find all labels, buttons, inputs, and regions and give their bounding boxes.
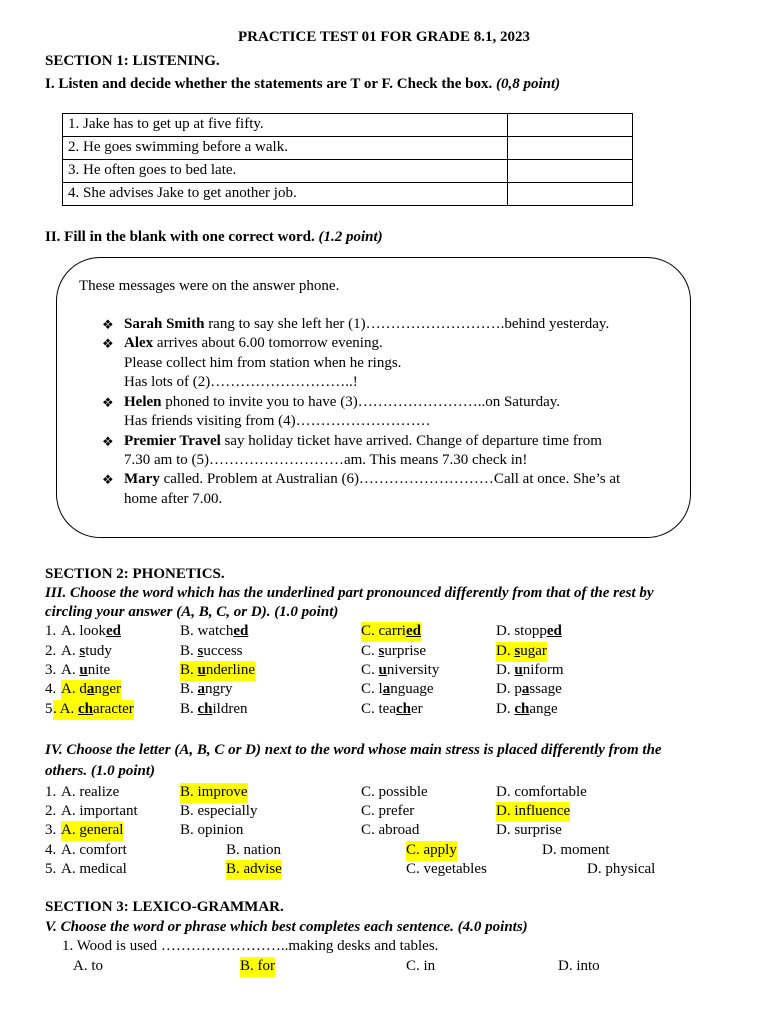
diamond-bullet-icon: ❖ (102, 317, 114, 332)
option-c[interactable] (361, 700, 423, 720)
option-text: nderline (205, 662, 256, 678)
option-d[interactable] (496, 680, 562, 700)
option-text: ildren (212, 701, 248, 717)
underlined-part: s (514, 643, 521, 659)
underlined-part: ed (233, 623, 249, 639)
option-b[interactable]: B. especially (180, 803, 258, 819)
option-d[interactable]: D. moment (542, 842, 610, 858)
option-d[interactable] (496, 642, 547, 662)
message-name: Premier Travel (124, 433, 221, 449)
option-text: tudy (85, 643, 112, 659)
message-text: rang to say she left her (1)……………………….behind yesterday. (204, 316, 610, 332)
option-text: B. (180, 681, 198, 697)
option-b[interactable]: B. advise (226, 860, 282, 880)
option-c[interactable]: C. prefer (361, 803, 415, 819)
option-a[interactable] (61, 661, 110, 681)
option-d[interactable]: D. surprise (496, 822, 562, 838)
table-row (63, 160, 633, 183)
option-d[interactable]: D. comfortable (496, 784, 587, 800)
option-d[interactable]: D. into (558, 958, 600, 974)
underlined-part: a (382, 681, 391, 697)
part4-instruction: IV. Choose the letter (A, B, C or D) next to the word whose main stress is placed differently from the (45, 742, 662, 758)
underlined-part: s (197, 643, 204, 659)
option-a[interactable] (61, 642, 112, 662)
message-line (124, 315, 609, 335)
underlined-part: u (197, 662, 206, 678)
option-text: ugar (520, 643, 547, 659)
option-d[interactable]: D. influence (496, 802, 570, 822)
message-line: Has lots of (2)………………………..! (124, 374, 358, 390)
option-d[interactable] (496, 661, 564, 681)
section2-heading: SECTION 2: PHONETICS. (45, 566, 225, 582)
message-name: Alex (124, 335, 154, 351)
option-a[interactable] (61, 680, 121, 700)
option-text: B. (180, 643, 198, 659)
option-text: D. (496, 662, 515, 678)
option-text: uccess (203, 643, 243, 659)
option-text: . A. (53, 701, 79, 717)
option-text: nite (87, 662, 111, 678)
part4-instruction: others. (1.0 point) (45, 763, 156, 779)
table-row (63, 137, 633, 160)
question-number: 2. (45, 643, 57, 659)
option-c[interactable] (361, 642, 426, 662)
question-number: 5. (45, 861, 57, 877)
option-text: nger (94, 681, 121, 697)
option-text: C. l (361, 681, 383, 697)
option-a[interactable]: A. to (73, 958, 103, 974)
message-line (124, 393, 560, 413)
option-b[interactable] (180, 622, 248, 642)
option-text: urprise (384, 643, 427, 659)
option-text: D. stopp (496, 623, 547, 639)
option-a[interactable]: A. medical (61, 861, 127, 877)
part2-instruction-text: II. Fill in the blank with one correct word. (45, 229, 315, 245)
question-number: 2. (45, 803, 57, 819)
option-text: niform (522, 662, 564, 678)
question-number: 3. (45, 822, 57, 838)
true-false-table (62, 113, 633, 206)
question-number: 4. (45, 842, 57, 858)
answer-checkbox-cell[interactable] (508, 160, 633, 183)
option-b[interactable]: B. improve (180, 783, 248, 803)
option-text: er (411, 701, 423, 717)
option-text: C. (361, 643, 379, 659)
message-line (124, 470, 620, 490)
message-name: Helen (124, 394, 162, 410)
underlined-part: ed (546, 623, 562, 639)
underlined-part: ed (405, 623, 421, 639)
diamond-bullet-icon: ❖ (102, 434, 114, 449)
underlined-part: a (521, 681, 530, 697)
option-text: ssage (529, 681, 562, 697)
diamond-bullet-icon: ❖ (102, 472, 114, 487)
option-text: B. watch (180, 623, 234, 639)
answer-checkbox-cell[interactable] (508, 137, 633, 160)
diamond-bullet-icon: ❖ (102, 336, 114, 351)
question-stem: 1. Wood is used ……………………..making desks and tables. (62, 938, 439, 954)
underlined-part: ch (396, 701, 411, 717)
message-line: Please collect him from station when he rings. (124, 355, 402, 371)
underlined-part: s (378, 643, 385, 659)
option-text: C. (361, 662, 379, 678)
option-b[interactable]: B. for (240, 957, 275, 977)
option-a[interactable]: A. important (61, 803, 138, 819)
underlined-part: u (378, 662, 387, 678)
message-name: Mary (124, 471, 160, 487)
statement-cell: 4. She advises Jake to get another job. (63, 183, 508, 206)
part2-points: (1.2 point) (318, 229, 383, 245)
option-a[interactable]: A. realize (61, 784, 120, 800)
part5-instruction: V. Choose the word or phrase which best completes each sentence. (4.0 points) (45, 919, 528, 935)
option-c[interactable]: C. in (406, 958, 436, 974)
message-line: Has friends visiting from (4)……………………… (124, 413, 431, 429)
option-a[interactable]: A. comfort (61, 842, 127, 858)
option-text: nguage (390, 681, 434, 697)
question-number: 1. (45, 623, 57, 639)
message-text: arrives about 6.00 tomorrow evening. (153, 335, 383, 351)
option-b[interactable] (180, 700, 248, 720)
underlined-part: a (197, 681, 206, 697)
message-text: phoned to invite you to have (3)……………………..on Saturday. (161, 394, 561, 410)
option-a[interactable] (53, 700, 134, 720)
option-c[interactable] (361, 680, 434, 700)
option-b[interactable] (180, 661, 255, 681)
option-text: B. (180, 701, 198, 717)
message-line (124, 334, 383, 354)
message-line: home after 7.00. (124, 491, 223, 507)
option-text: aracter (93, 701, 134, 717)
option-c[interactable]: C. apply (406, 841, 457, 861)
message-text: say holiday ticket have arrived. Change of departure time from (220, 433, 602, 449)
table-row (63, 183, 633, 206)
option-text: C. carri (361, 623, 406, 639)
message-text: called. Problem at Australian (6)………………………Call at once. She’s at (159, 471, 621, 487)
part1-points: (0,8 point) (495, 76, 561, 92)
underlined-part: u (79, 662, 88, 678)
diamond-bullet-icon: ❖ (102, 395, 114, 410)
part3-instruction: circling your answer (A, B, C, or D). (1.0 point) (45, 604, 339, 620)
option-text: A. look (61, 623, 106, 639)
question-number: 4. (45, 681, 57, 697)
underlined-part: ch (514, 701, 530, 717)
option-text: ngry (205, 681, 233, 697)
option-text: A. (61, 643, 80, 659)
statement-cell: 3. He often goes to bed late. (63, 160, 508, 183)
option-text: A. (61, 662, 80, 678)
question-number: 3. (45, 662, 57, 678)
option-c[interactable]: C. abroad (361, 822, 420, 838)
message-line (124, 432, 602, 452)
option-d[interactable]: D. physical (587, 861, 656, 877)
option-text: D. p (496, 681, 522, 697)
part1-instruction (45, 75, 560, 95)
message-line: 7.30 am to (5)………………………am. This means 7.30 check in! (124, 452, 528, 468)
option-b[interactable] (180, 680, 233, 700)
part1-instruction-text: I. Listen and decide whether the statements are T or F. Check the box. (45, 76, 493, 92)
section3-heading: SECTION 3: LEXICO-GRAMMAR. (45, 899, 284, 915)
option-b[interactable]: B. nation (226, 842, 281, 858)
part2-instruction (45, 228, 383, 248)
option-text: D. (496, 701, 515, 717)
table-row (63, 114, 633, 137)
underlined-part: ed (106, 623, 121, 639)
answer-checkbox-cell[interactable] (508, 114, 633, 137)
underlined-part: ch (78, 701, 94, 717)
option-text: D. (496, 643, 515, 659)
underlined-part: s (79, 643, 86, 659)
question-number: 1. (45, 784, 57, 800)
option-b[interactable]: B. opinion (180, 822, 244, 838)
messages-intro: These messages were on the answer phone. (79, 278, 340, 294)
underlined-part: a (86, 681, 95, 697)
option-b[interactable] (180, 642, 243, 662)
option-a[interactable]: A. general (61, 821, 123, 841)
option-text: C. tea (361, 701, 396, 717)
statement-cell: 2. He goes swimming before a walk. (63, 137, 508, 160)
option-text: niversity (386, 662, 440, 678)
question-number: 5 (45, 701, 53, 717)
option-c[interactable]: C. possible (361, 784, 428, 800)
statement-cell: 1. Jake has to get up at five fifty. (63, 114, 508, 137)
underlined-part: u (514, 662, 523, 678)
option-d[interactable] (496, 700, 558, 720)
option-text: B. (180, 662, 198, 678)
page-title: PRACTICE TEST 01 FOR GRADE 8.1, 2023 (238, 29, 530, 45)
option-c[interactable]: C. vegetables (406, 861, 487, 877)
part3-instruction: III. Choose the word which has the underlined part pronounced differently from that of the rest by (45, 585, 654, 601)
option-text: A. d (61, 681, 87, 697)
option-c[interactable] (361, 661, 439, 681)
message-name: Sarah Smith (124, 316, 205, 332)
option-a[interactable] (61, 622, 121, 642)
section1-heading: SECTION 1: LISTENING. (45, 53, 220, 69)
option-text: ange (529, 701, 558, 717)
answer-checkbox-cell[interactable] (508, 183, 633, 206)
option-d[interactable] (496, 622, 562, 642)
underlined-part: ch (197, 701, 213, 717)
option-c[interactable] (361, 622, 421, 642)
